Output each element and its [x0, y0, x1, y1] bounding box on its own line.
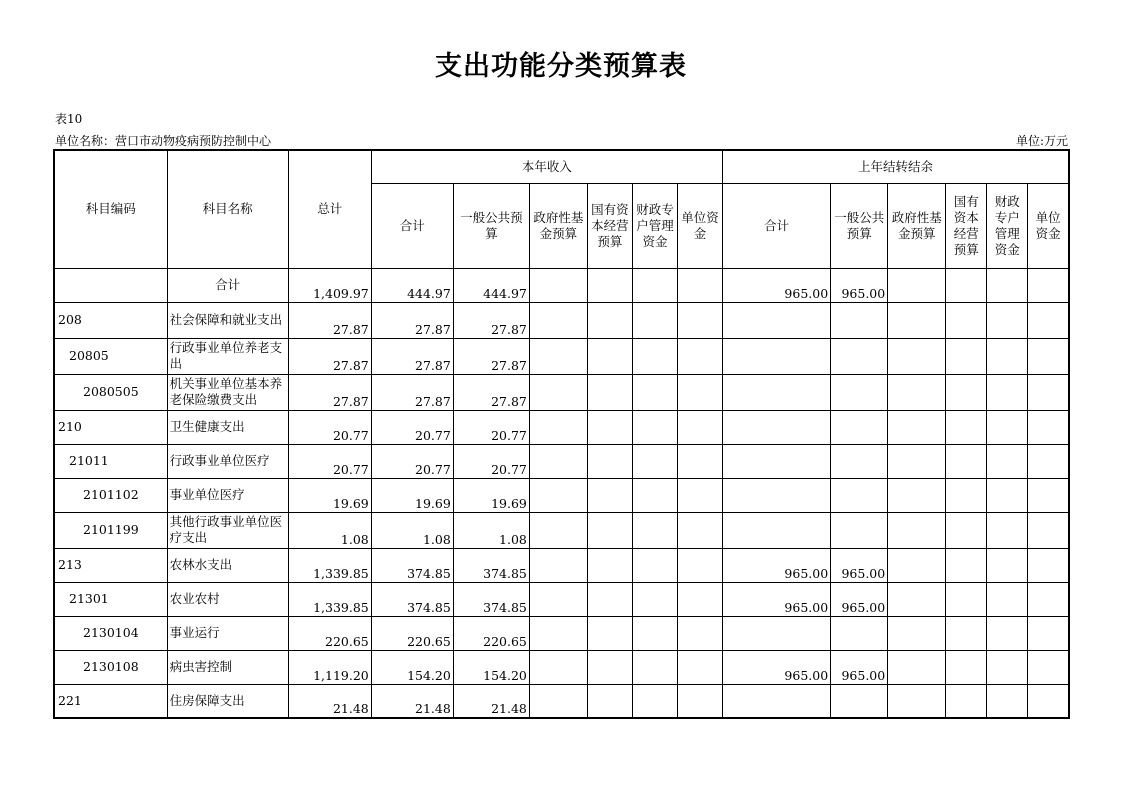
row-cell: [888, 444, 946, 478]
table-row: [54, 512, 1069, 548]
row-cell: [888, 650, 946, 684]
row-name: 住房保障支出: [167, 684, 288, 718]
row-current-general: 1.08: [453, 512, 529, 548]
row-cell: [632, 302, 677, 338]
row-current-total: 20.77: [371, 410, 453, 444]
row-name: 机关事业单位基本养老保险缴费支出: [167, 374, 288, 410]
row-carry-total: [723, 512, 831, 548]
row-current-general: 374.85: [453, 548, 529, 582]
row-cell: [987, 650, 1028, 684]
row-cell: [946, 548, 987, 582]
row-total: 21.48: [288, 684, 371, 718]
row-code: 208: [54, 302, 167, 338]
table-row: [54, 374, 1069, 410]
table-row: [54, 444, 1069, 478]
row-cell: [677, 650, 722, 684]
row-cell: [529, 410, 587, 444]
row-total: 27.87: [288, 338, 371, 374]
row-cell: [587, 512, 632, 548]
row-carry-total: 965.00: [723, 650, 831, 684]
row-carry-total: [723, 302, 831, 338]
row-cell: [946, 338, 987, 374]
row-name: 合计: [167, 268, 288, 302]
row-current-total: 27.87: [371, 374, 453, 410]
table-row: [54, 582, 1069, 616]
row-current-general: 220.65: [453, 616, 529, 650]
row-carry-total: [723, 444, 831, 478]
row-cell: [1028, 302, 1069, 338]
row-name: 病虫害控制: [167, 650, 288, 684]
row-carry-general: 965.00: [831, 582, 888, 616]
row-cell: [888, 548, 946, 582]
row-carry-total: [723, 338, 831, 374]
header-current-state-capital: 国有资本经营预算: [587, 183, 632, 268]
header-current-total: 合计: [371, 183, 453, 268]
row-cell: [888, 302, 946, 338]
row-code: 20805: [54, 338, 167, 374]
table-row: [54, 684, 1069, 718]
row-current-general: 27.87: [453, 374, 529, 410]
row-carry-general: 965.00: [831, 268, 888, 302]
row-cell: [677, 684, 722, 718]
row-current-general: 20.77: [453, 444, 529, 478]
header-code: 科目编码: [54, 150, 167, 268]
row-cell: [632, 410, 677, 444]
row-carry-total: [723, 684, 831, 718]
row-code: 2130104: [54, 616, 167, 650]
row-cell: [987, 582, 1028, 616]
row-carry-general: [831, 374, 888, 410]
budget-table: [53, 149, 1070, 719]
row-code: 213: [54, 548, 167, 582]
row-total: 19.69: [288, 478, 371, 512]
row-name: 农业农村: [167, 582, 288, 616]
row-current-general: 27.87: [453, 302, 529, 338]
row-carry-general: 965.00: [831, 650, 888, 684]
row-current-total: 220.65: [371, 616, 453, 650]
row-current-total: 20.77: [371, 444, 453, 478]
row-cell: [1028, 512, 1069, 548]
row-code: 2130108: [54, 650, 167, 684]
row-cell: [1028, 650, 1069, 684]
header-carry-total: 合计: [723, 183, 831, 268]
row-current-total: 374.85: [371, 548, 453, 582]
row-cell: [946, 616, 987, 650]
row-current-total: 27.87: [371, 302, 453, 338]
row-total: 1,409.97: [288, 268, 371, 302]
row-cell: [632, 512, 677, 548]
header-total: 总计: [288, 150, 371, 268]
row-cell: [987, 338, 1028, 374]
row-cell: [888, 268, 946, 302]
row-cell: [529, 444, 587, 478]
row-cell: [1028, 478, 1069, 512]
header-carry-general: 一般公共预算: [831, 183, 888, 268]
row-carry-total: [723, 478, 831, 512]
row-cell: [987, 548, 1028, 582]
row-cell: [529, 548, 587, 582]
row-cell: [677, 302, 722, 338]
row-cell: [632, 444, 677, 478]
row-cell: [946, 650, 987, 684]
row-name: 卫生健康支出: [167, 410, 288, 444]
row-cell: [587, 582, 632, 616]
row-carry-total: 965.00: [723, 582, 831, 616]
header-current-general: 一般公共预算: [453, 183, 529, 268]
row-code: [54, 268, 167, 302]
row-cell: [587, 338, 632, 374]
row-cell: [529, 616, 587, 650]
header-current-special-account: 财政专户管理资金: [632, 183, 677, 268]
row-cell: [946, 374, 987, 410]
row-cell: [888, 478, 946, 512]
row-name: 事业运行: [167, 616, 288, 650]
row-cell: [987, 268, 1028, 302]
row-cell: [632, 268, 677, 302]
row-cell: [632, 582, 677, 616]
row-cell: [587, 650, 632, 684]
row-name: 行政事业单位养老支出: [167, 338, 288, 374]
table-row: [54, 410, 1069, 444]
row-cell: [587, 268, 632, 302]
row-cell: [632, 338, 677, 374]
row-total: 20.77: [288, 410, 371, 444]
row-cell: [1028, 582, 1069, 616]
row-cell: [946, 684, 987, 718]
row-code: 21301: [54, 582, 167, 616]
header-group-carryover: 上年结转结余: [723, 150, 1069, 183]
row-cell: [888, 338, 946, 374]
table-row: [54, 338, 1069, 374]
row-carry-total: 965.00: [723, 268, 831, 302]
row-cell: [946, 268, 987, 302]
row-code: 221: [54, 684, 167, 718]
row-total: 27.87: [288, 374, 371, 410]
row-cell: [677, 616, 722, 650]
row-code: 210: [54, 410, 167, 444]
row-cell: [677, 444, 722, 478]
row-cell: [946, 512, 987, 548]
row-cell: [1028, 268, 1069, 302]
row-cell: [587, 374, 632, 410]
table-row: [54, 548, 1069, 582]
row-cell: [888, 374, 946, 410]
row-total: 1,339.85: [288, 548, 371, 582]
row-cell: [987, 444, 1028, 478]
row-cell: [529, 512, 587, 548]
header-carry-special-account: 财政专户管理资金: [987, 183, 1028, 268]
row-cell: [587, 410, 632, 444]
row-carry-general: [831, 338, 888, 374]
row-carry-general: [831, 444, 888, 478]
row-cell: [987, 410, 1028, 444]
row-cell: [529, 684, 587, 718]
row-total: 1.08: [288, 512, 371, 548]
row-cell: [632, 548, 677, 582]
row-cell: [888, 582, 946, 616]
table-row: [54, 650, 1069, 684]
row-name: 行政事业单位医疗: [167, 444, 288, 478]
row-code: 2101102: [54, 478, 167, 512]
page-title: 支出功能分类预算表: [435, 51, 687, 82]
row-current-total: 154.20: [371, 650, 453, 684]
header-name: 科目名称: [167, 150, 288, 268]
row-cell: [888, 512, 946, 548]
row-cell: [888, 684, 946, 718]
row-cell: [529, 478, 587, 512]
row-carry-total: [723, 616, 831, 650]
row-current-general: 154.20: [453, 650, 529, 684]
row-cell: [1028, 410, 1069, 444]
row-code: 2101199: [54, 512, 167, 548]
row-cell: [946, 582, 987, 616]
row-cell: [587, 478, 632, 512]
row-carry-total: 965.00: [723, 548, 831, 582]
row-current-total: 1.08: [371, 512, 453, 548]
row-carry-general: [831, 302, 888, 338]
row-cell: [677, 512, 722, 548]
row-cell: [946, 302, 987, 338]
row-current-general: 444.97: [453, 268, 529, 302]
row-cell: [677, 582, 722, 616]
row-total: 27.87: [288, 302, 371, 338]
table-row: [54, 616, 1069, 650]
row-code: 2080505: [54, 374, 167, 410]
row-cell: [987, 512, 1028, 548]
row-name: 其他行政事业单位医疗支出: [167, 512, 288, 548]
row-name: 社会保障和就业支出: [167, 302, 288, 338]
row-total: 20.77: [288, 444, 371, 478]
header-carry-unit-funds: 单位资金: [1028, 183, 1069, 268]
row-carry-general: [831, 616, 888, 650]
row-code: 21011: [54, 444, 167, 478]
row-cell: [888, 410, 946, 444]
row-cell: [587, 616, 632, 650]
header-current-unit-funds: 单位资金: [677, 183, 722, 268]
row-cell: [632, 616, 677, 650]
row-cell: [1028, 616, 1069, 650]
row-total: 1,119.20: [288, 650, 371, 684]
table-number: 表10: [55, 112, 83, 126]
row-cell: [587, 444, 632, 478]
header-carry-state-capital: 国有资本经营预算: [946, 183, 987, 268]
row-carry-total: [723, 410, 831, 444]
row-current-total: 27.87: [371, 338, 453, 374]
row-carry-general: [831, 684, 888, 718]
row-cell: [677, 338, 722, 374]
row-cell: [987, 616, 1028, 650]
row-cell: [677, 410, 722, 444]
row-name: 事业单位医疗: [167, 478, 288, 512]
row-cell: [632, 650, 677, 684]
header-current-gov-fund: 政府性基金预算: [529, 183, 587, 268]
table-row: [54, 302, 1069, 338]
row-cell: [632, 684, 677, 718]
row-carry-total: [723, 374, 831, 410]
table-row: [54, 268, 1069, 302]
row-current-general: 21.48: [453, 684, 529, 718]
row-cell: [632, 478, 677, 512]
row-cell: [677, 374, 722, 410]
row-cell: [987, 374, 1028, 410]
row-cell: [1028, 684, 1069, 718]
row-cell: [1028, 374, 1069, 410]
row-cell: [529, 302, 587, 338]
row-current-total: 444.97: [371, 268, 453, 302]
row-cell: [1028, 338, 1069, 374]
row-cell: [946, 410, 987, 444]
row-cell: [529, 268, 587, 302]
row-cell: [529, 582, 587, 616]
row-cell: [987, 684, 1028, 718]
row-carry-general: [831, 512, 888, 548]
row-cell: [888, 616, 946, 650]
row-cell: [529, 374, 587, 410]
row-cell: [987, 302, 1028, 338]
row-cell: [677, 548, 722, 582]
row-cell: [1028, 548, 1069, 582]
row-cell: [587, 548, 632, 582]
row-total: 220.65: [288, 616, 371, 650]
row-cell: [1028, 444, 1069, 478]
table-row: [54, 478, 1069, 512]
row-cell: [946, 478, 987, 512]
row-carry-general: [831, 410, 888, 444]
row-cell: [587, 684, 632, 718]
header-group-current-income: 本年收入: [371, 150, 722, 183]
header-carry-gov-fund: 政府性基金预算: [888, 183, 946, 268]
row-current-total: 19.69: [371, 478, 453, 512]
unit-label: 单位:万元: [1015, 134, 1068, 148]
row-current-general: 374.85: [453, 582, 529, 616]
row-current-total: 21.48: [371, 684, 453, 718]
row-cell: [587, 302, 632, 338]
row-cell: [946, 444, 987, 478]
row-cell: [632, 374, 677, 410]
row-cell: [677, 478, 722, 512]
row-cell: [987, 478, 1028, 512]
row-name: 农林水支出: [167, 548, 288, 582]
unit-name: 单位名称：营口市动物疫病预防控制中心: [55, 134, 272, 148]
row-current-total: 374.85: [371, 582, 453, 616]
row-carry-general: [831, 478, 888, 512]
row-current-general: 27.87: [453, 338, 529, 374]
row-cell: [529, 338, 587, 374]
row-cell: [529, 650, 587, 684]
row-cell: [677, 268, 722, 302]
row-carry-general: 965.00: [831, 548, 888, 582]
row-total: 1,339.85: [288, 582, 371, 616]
row-current-general: 19.69: [453, 478, 529, 512]
row-current-general: 20.77: [453, 410, 529, 444]
